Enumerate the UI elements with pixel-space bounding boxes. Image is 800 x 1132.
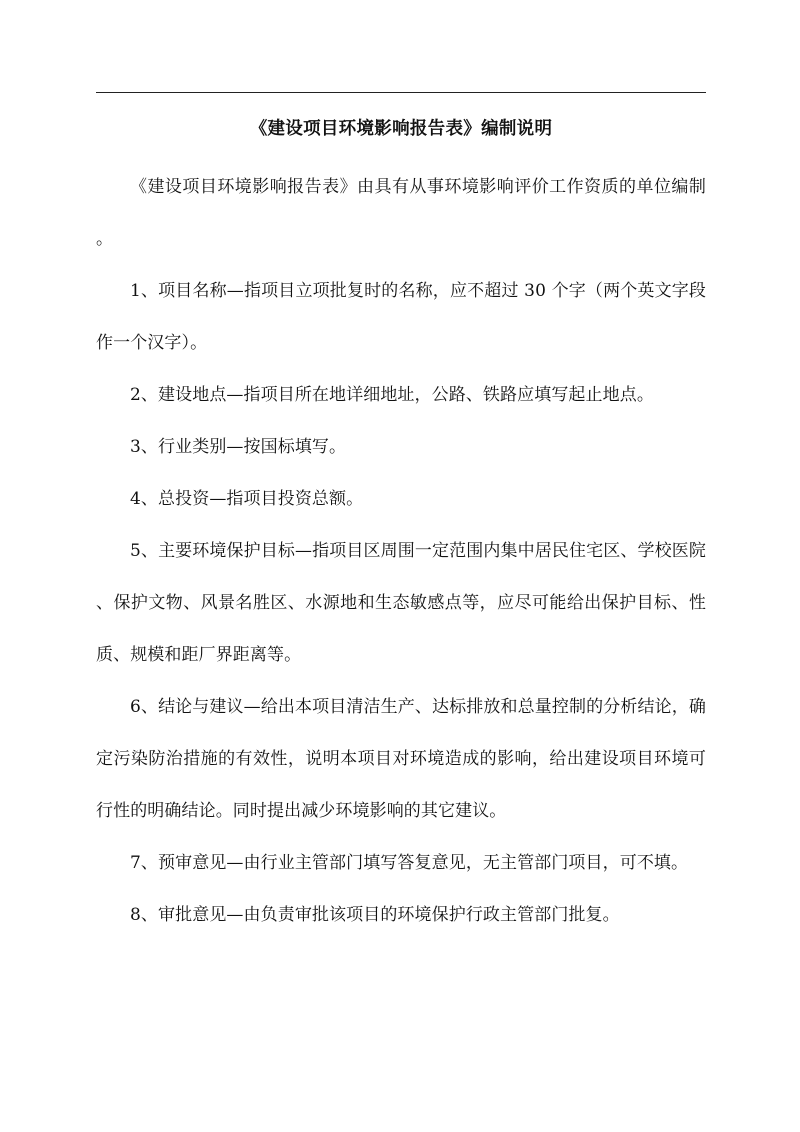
header-rule <box>96 92 706 93</box>
paragraph-industry-category: 3、行业类别—按国标填写。 <box>130 437 347 457</box>
paragraph-conclusions: 6、结论与建议—给出本项目清洁生产、达标排放和总量控制的分析结论，确定污染防治措施的有效性，说明本项目对环境造成的影响，给出建设项目环境可行性的明确结论。同时提出减少环境影响的其它建议。 <box>96 697 706 821</box>
paragraph-total-investment: 4、总投资—指项目投资总额。 <box>130 489 364 509</box>
paragraph-preliminary-review: 7、预审意见—由行业主管部门填写答复意见，无主管部门项目，可不填。 <box>130 853 689 873</box>
paragraph-approval-opinion: 8、审批意见—由负责审批该项目的环境保护行政主管部门批复。 <box>130 905 620 925</box>
paragraph-protection-targets: 5、主要环境保护目标—指项目区周围一定范围内集中居民住宅区、学校医院、保护文物、风景名胜区、水源地和生态敏感点等，应尽可能给出保护目标、性质、规模和距厂界距离等。 <box>96 541 706 665</box>
paragraph-project-name: 1、项目名称—指项目立项批复时的名称，应不超过 30 个字（两个英文字段作一个汉字）。 <box>96 281 706 353</box>
document-body <box>96 161 706 941</box>
paragraph-location: 2、建设地点—指项目所在地详细地址，公路、铁路应填写起止地点。 <box>130 385 654 405</box>
paragraph-intro: 《建设项目环境影响报告表》由具有从事环境影响评价工作资质的单位编制。 <box>96 177 706 249</box>
document-title: 《建设项目环境影响报告表》编制说明 <box>249 119 553 139</box>
